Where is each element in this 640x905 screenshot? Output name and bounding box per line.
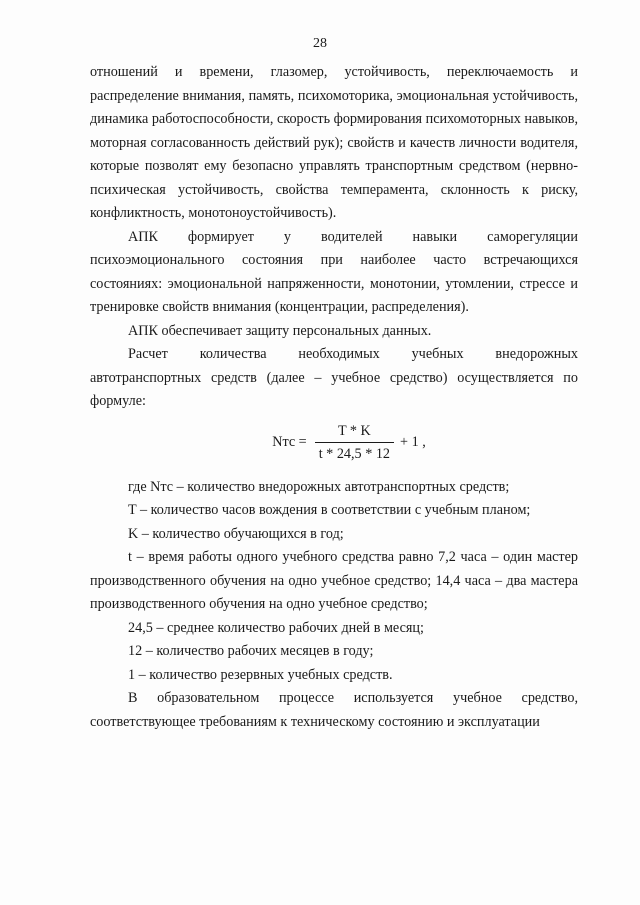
paragraph: отношений и времени, глазомер, устойчивость, переключаемость и распределение внимания, память, психомоторика, эмоциональная устойчивость, динамика работоспособности, скорость формирования психомоторных навыков, моторная согласованность действий рук); свойств и качеств личности водителя, которые позволят ему безопасно управлять транспортным средством (нервно-психическая устойчивость, свойства темперамента, склонность к риску, конфликтность, монотоноустойчивость). <box>90 64 578 221</box>
paragraph: В образовательном процессе используется учебное средство, соответствующее требованиям к техническому состоянию и эксплуатации <box>90 690 578 730</box>
paragraph: K – количество обучающихся в год; <box>128 525 344 542</box>
paragraph: t – время работы одного учебного средства равно 7,2 часа – один мастер производственного обучения на одно учебное средство; 14,4 часа – два мастера производственного обучения на одно учебное средство; <box>90 549 578 612</box>
paragraph: 24,5 – среднее количество рабочих дней в месяц; <box>128 619 424 636</box>
page-number: 28 <box>313 36 327 51</box>
paragraph: АПК формирует у водителей навыки саморегуляции психоэмоционального состояния при наиболее часто встречающихся состояниях: эмоциональной напряженности, монотонии, утомлении, стрессе и тренировке свойств внимания (концентрации, распределения). <box>90 228 578 315</box>
formula-denominator: t * 24,5 * 12 <box>318 446 391 462</box>
body-text <box>90 61 578 734</box>
paragraph: 12 – количество рабочих месяцев в году; <box>128 643 374 659</box>
paragraph: АПК обеспечивает защиту персональных данных. <box>128 322 432 339</box>
paragraph: T – количество часов вождения в соответствии с учебным планом; <box>128 502 531 518</box>
formula-lhs: Nтс = <box>272 433 307 450</box>
paragraph: Расчет количества необходимых учебных внедорожных автотранспортных средств (далее – учебное средство) осуществляется по формуле: <box>90 346 578 409</box>
formula-tail: + 1 , <box>400 433 426 450</box>
paragraph: где Nтс – количество внедорожных автотранспортных средств; <box>128 478 510 495</box>
formula <box>90 420 578 466</box>
paragraph: 1 – количество резервных учебных средств. <box>128 666 393 683</box>
formula-numerator: T * K <box>337 423 371 439</box>
formula-fraction <box>315 422 394 463</box>
